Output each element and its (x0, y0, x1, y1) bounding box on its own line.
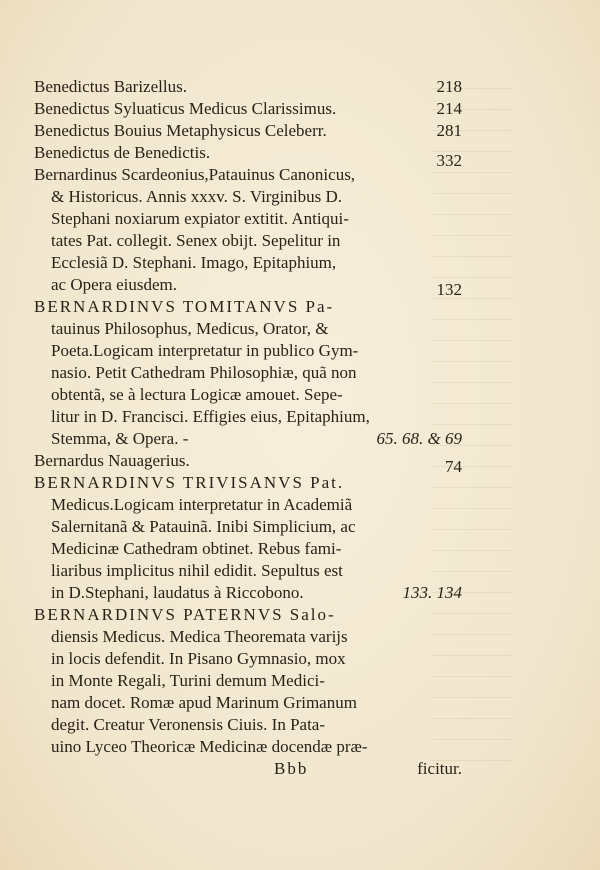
entry-text: Bernardinus Scardeonius,Patauinus Canonicus, (34, 165, 356, 184)
entry-line (34, 252, 462, 274)
page-reference: 214 (436, 99, 462, 118)
page-reference: 133. 134 (402, 583, 462, 602)
entry-line (34, 450, 462, 476)
entry-text: Ecclesiã D. Stephani. Imago, Epitaphium, (51, 253, 337, 272)
entry-text: in Monte Regali, Turini demum Medici- (51, 671, 325, 690)
entry-text: Stephani noxiarum expiator extitit. Antiqui- (51, 209, 349, 228)
entry-text: Benedictus de Benedictis. (34, 143, 211, 162)
entry-text: Medicinæ Cathedram obtinet. Rebus fami- (51, 539, 342, 558)
entry-line (34, 714, 462, 736)
entry-heading: BERNARDINVS PATERNVS Salo- (34, 605, 336, 624)
entry-text: litur in D. Francisci. Effigies eius, Epitaphium, (51, 407, 370, 426)
entry-line (34, 120, 462, 142)
entry-text: Benedictus Bouius Metaphysicus Celeberr. (34, 121, 327, 140)
entry-line (34, 318, 462, 340)
catchword: ficitur. (417, 759, 462, 778)
entry-heading: BERNARDINVS TRIVISANVS Pat. (34, 473, 345, 492)
entry-line (34, 142, 462, 170)
entry-line (34, 164, 462, 186)
entry-text: Poeta.Logicam interpretatur in publico Gym- (51, 341, 359, 360)
entry-line (34, 670, 462, 692)
entry-line (34, 472, 462, 494)
entry-line (34, 186, 462, 208)
entry-text: degit. Creatur Veronensis Ciuis. In Pata- (51, 715, 326, 734)
page-reference: 281 (436, 121, 462, 140)
entry-line (34, 626, 462, 648)
signature-mark: Bbb (274, 759, 309, 778)
page-reference: 218 (436, 77, 462, 96)
entry-text: & Historicus. Annis xxxv. S. Virginibus D. (51, 187, 343, 206)
entry-line (34, 98, 462, 120)
page-reference: 74 (445, 457, 462, 476)
entry-text: tates Pat. collegit. Senex obijt. Sepelitur in (51, 231, 341, 250)
entry-line (34, 516, 462, 538)
entry-line (34, 274, 462, 299)
page-reference: 332 (436, 151, 462, 170)
entry-text: obtentã, se à lectura Logicæ amouet. Sepe- (51, 385, 343, 404)
entry-line (34, 648, 462, 670)
entry-text: uino Lyceo Theoricæ Medicinæ docendæ præ- (51, 737, 368, 756)
entry-line (34, 362, 462, 384)
page-footer (34, 758, 462, 780)
entry-line (34, 582, 462, 604)
entry-text: nam docet. Romæ apud Marinum Grimanum (51, 693, 357, 712)
entry-text: diensis Medicus. Medica Theoremata varijs (51, 627, 348, 646)
entry-line (34, 494, 462, 516)
entry-line (34, 692, 462, 714)
page-reference: 132 (436, 280, 462, 299)
entry-text: nasio. Petit Cathedram Philosophiæ, quã non (51, 363, 357, 382)
entry-heading: BERNARDINVS TOMITANVS Pa- (34, 297, 335, 316)
page-reference: 65. 68. & 69 (376, 429, 462, 448)
entry-text: Benedictus Barizellus. (34, 77, 187, 96)
entry-text: in D.Stephani, laudatus à Riccobono. (51, 583, 304, 602)
entry-line (34, 230, 462, 252)
entry-text: Salernitanã & Patauinã. Inibi Simplicium, ac (51, 517, 356, 536)
entry-text: Medicus.Logicam interpretatur in Academiã (51, 495, 353, 514)
entry-line (34, 604, 462, 626)
entry-line (34, 384, 462, 406)
entry-text: Stemma, & Opera. - (51, 429, 189, 448)
entry-text: ac Opera eiusdem. (51, 275, 178, 294)
entry-text: in locis defendit. In Pisano Gymnasio, mox (51, 649, 346, 668)
entry-text: Bernardus Nauagerius. (34, 451, 190, 470)
entry-text: tauinus Philosophus, Medicus, Orator, & (51, 319, 329, 338)
entry-text: liaribus implicitus nihil edidit. Sepultus est (51, 561, 343, 580)
entry-line (34, 538, 462, 560)
entry-line (34, 296, 462, 318)
entry-line (34, 208, 462, 230)
entry-line (34, 428, 462, 450)
entry-line (34, 736, 462, 758)
entry-text: Benedictus Syluaticus Medicus Clarissimus. (34, 99, 337, 118)
entry-line (34, 406, 462, 428)
entry-line (34, 340, 462, 362)
entry-line (34, 560, 462, 582)
entry-line (34, 76, 462, 98)
